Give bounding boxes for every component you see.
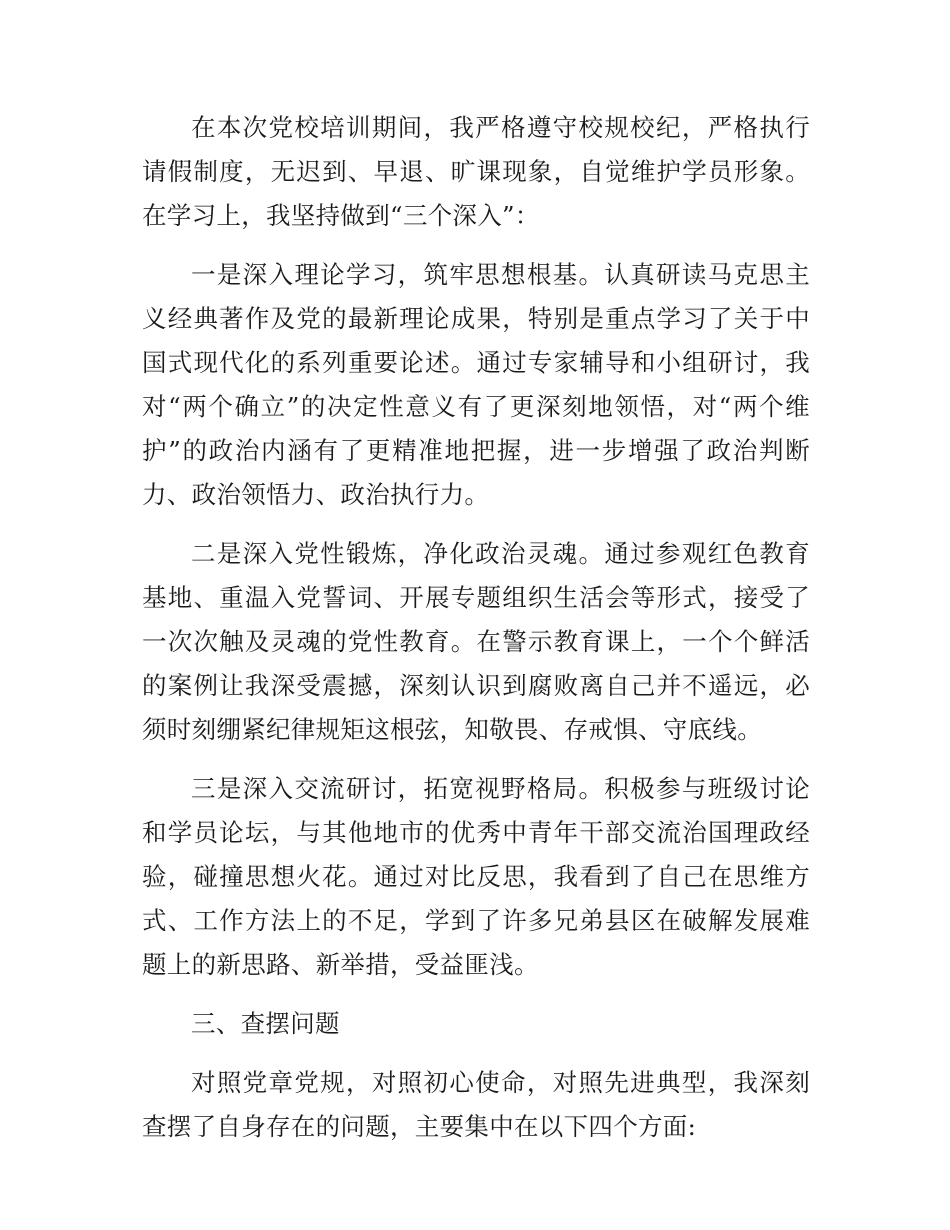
paragraph-theory-study: 一是深入理论学习，筑牢思想根基。认真研读马克思主义经典著作及党的最新理论成果，特别是重点学习了关于中国式现代化的系列重要论述。通过专家辅导和小组研讨，我对“两个确立”的决定性意义有了更深刻地领悟，对“两个维护”的政治内涵有了更精准地把握，进一步增强了政治判断力、政治领悟力、政治执行力。 — [142, 260, 810, 509]
document-body — [142, 106, 810, 1164]
paragraph-training-discipline: 在本次党校培训期间，我严格遵守校规校纪，严格执行请假制度，无迟到、早退、旷课现象，自觉维护学员形象。在学习上，我坚持做到“三个深入”： — [142, 113, 810, 230]
paragraph-problem-intro: 对照党章党规，对照初心使命，对照先进典型，我深刻查摆了自身存在的问题，主要集中在以下四个方面: — [142, 1068, 810, 1141]
section-heading-problems: 三、查摆问题 — [191, 1009, 340, 1038]
paragraph-party-spirit: 二是深入党性锻炼，净化政治灵魂。通过参观红色教育基地、重温入党誓词、开展专题组织生活会等形式，接受了一次次触及灵魂的党性教育。在警示教育课上，一个个鲜活的案例让我深受震撼，深刻认识到腐败离自己并不遥远，必须时刻绷紧纪律规矩这根弦，知敬畏、存戒惧、守底线。 — [142, 539, 810, 744]
paragraph-exchange-discussion: 三是深入交流研讨，拓宽视野格局。积极参与班级讨论和学员论坛，与其他地市的优秀中青年干部交流治国理政经验，碰撞思想火花。通过对比反思，我看到了自己在思维方式、工作方法上的不足，学到了许多兄弟县区在破解发展难题上的新思路、新举措，受益匪浅。 — [142, 774, 810, 979]
